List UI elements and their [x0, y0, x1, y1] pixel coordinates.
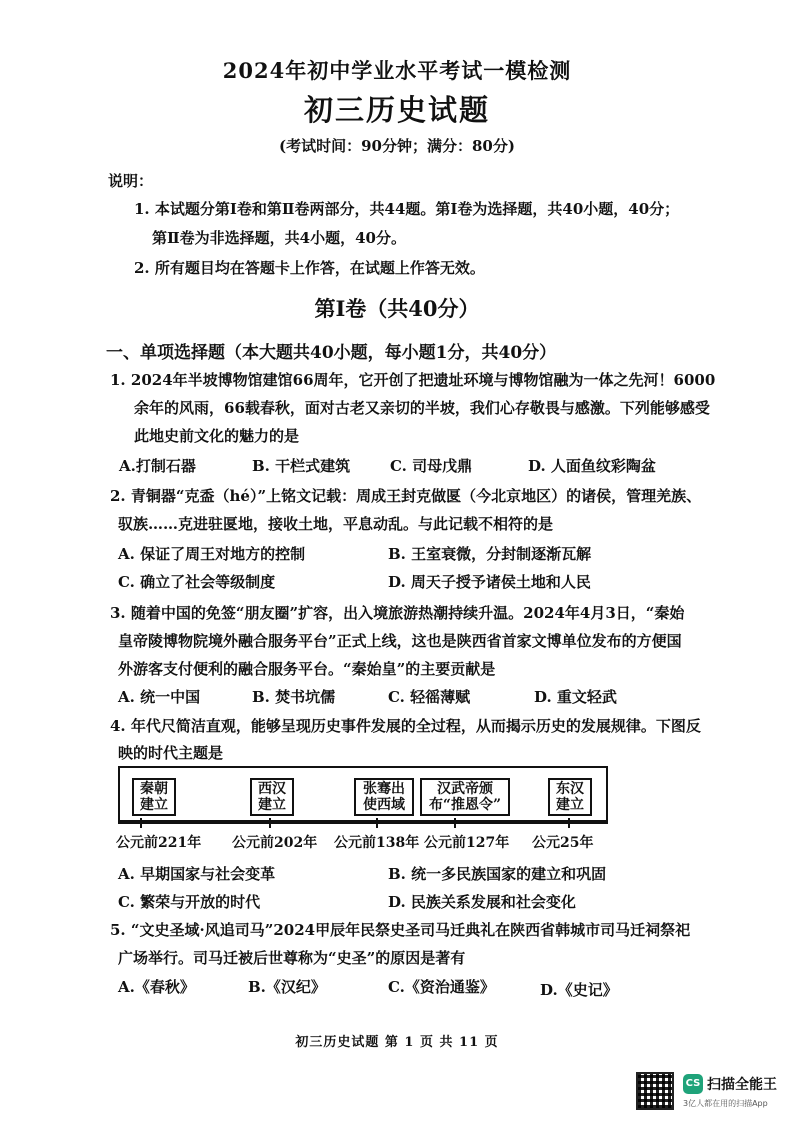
timeline-event-2: 西汉建立 — [250, 778, 294, 816]
question-1-option-b: B. 干栏式建筑 — [252, 457, 351, 475]
timeline-tick-4 — [454, 818, 456, 828]
camscanner-logo-icon: CS — [683, 1074, 703, 1094]
question-5-option-c: C.《资治通鉴》 — [388, 978, 495, 996]
question-4-line-2: 映的时代主题是 — [118, 744, 224, 762]
question-4-line-1: 4. 年代尺简洁直观，能够呈现历史事件发展的全过程，从而揭示历史的发展规律。下图反 — [110, 717, 701, 735]
question-1-line-3: 此地史前文化的魅力的是 — [134, 427, 300, 445]
question-5-option-b: B.《汉纪》 — [248, 978, 326, 996]
question-5-line-2: 广场举行。司马迁被后世尊称为“史圣”的原因是著有 — [118, 949, 466, 967]
note-item-1-cont: 第Ⅱ卷为非选择题，共4小题，40分。 — [152, 229, 406, 247]
question-3-option-a: A. 统一中国 — [118, 688, 201, 706]
question-4-option-a: A. 早期国家与社会变革 — [118, 865, 276, 883]
subject-title: 初三历史试题 — [303, 93, 490, 127]
question-3-line-2: 皇帝陵博物院境外融合服务平台”正式上线，这也是陕西省首家文博单位发布的方便国 — [118, 632, 682, 650]
timeline-frame — [118, 766, 608, 822]
timeline-event-1: 秦朝建立 — [132, 778, 176, 816]
question-3-option-c: C. 轻徭薄赋 — [388, 688, 471, 706]
timeline-year-2: 公元前202年 — [232, 835, 318, 851]
timeline-event-5: 东汉建立 — [548, 778, 592, 816]
exam-title: 2024年初中学业水平考试一模检测 — [222, 58, 572, 83]
part-title: 一、单项选择题（本大题共40小题，每小题1分，共40分） — [106, 343, 557, 363]
timeline-tick-3 — [376, 818, 378, 828]
question-2-option-a: A. 保证了周王对地方的控制 — [118, 545, 306, 563]
question-2-option-c: C. 确立了社会等级制度 — [118, 573, 276, 591]
page-footer: 初三历史试题 第 1 页 共 11 页 — [295, 1035, 499, 1050]
question-1-option-d: D. 人面鱼纹彩陶盆 — [528, 457, 656, 475]
question-3-option-d: D. 重文轻武 — [534, 688, 617, 706]
timeline-tick-2 — [269, 818, 271, 828]
timeline-event-4: 汉武帝颁布“推恩令” — [420, 778, 510, 816]
camscanner-tagline: 3亿人都在用的扫描App — [683, 1099, 768, 1108]
question-3-line-1: 3. 随着中国的免签“朋友圈”扩容，出入境旅游热潮持续升温。2024年4月3日，“秦始 — [110, 604, 685, 622]
question-1-line-1: 1. 2024年半坡博物馆建馆66周年，它开创了把遗址环境与博物馆融为一体之先河！6000 — [110, 371, 716, 389]
question-3-line-3: 外游客支付便利的融合服务平台。“秦始皇”的主要贡献是 — [118, 660, 496, 678]
timeline-axis — [118, 822, 608, 824]
question-4-option-c: C. 繁荣与开放的时代 — [118, 893, 261, 911]
timeline-year-4: 公元前127年 — [424, 835, 510, 851]
question-1-line-2: 余年的风雨，66载春秋，面对古老又亲切的半坡，我们心存敬畏与感激。下列能够感受 — [134, 399, 710, 417]
timeline-event-3: 张骞出使西域 — [354, 778, 414, 816]
notes-label: 说明： — [108, 172, 154, 190]
question-2-line-1: 2. 青铜器“克盉（hé）”上铭文记载：周成王封克做匽（今北京地区）的诸侯，管理羌族、 — [110, 487, 702, 505]
timeline-year-3: 公元前138年 — [334, 835, 420, 851]
note-item-2: 2. 所有题目均在答题卡上作答，在试题上作答无效。 — [134, 259, 485, 277]
timeline-tick-5 — [568, 818, 570, 828]
question-1-option-c: C. 司母戊鼎 — [390, 457, 473, 475]
timeline-year-1: 公元前221年 — [116, 835, 202, 851]
camscanner-name: 扫描全能王 — [707, 1077, 777, 1093]
qr-code-icon — [636, 1072, 674, 1110]
question-2-option-b: B. 王室衰微，分封制逐渐瓦解 — [388, 545, 592, 563]
question-5-option-a: A.《春秋》 — [118, 978, 195, 996]
question-2-option-d: D. 周天子授予诸侯土地和人民 — [388, 573, 591, 591]
timeline-tick-1 — [140, 818, 142, 828]
question-5-option-d: D.《史记》 — [540, 981, 618, 999]
exam-info: (考试时间：90分钟；满分：80分) — [279, 137, 515, 155]
question-2-line-2: 驭族……克进驻匽地，接收土地，平息动乱。与此记载不相符的是 — [118, 515, 554, 533]
note-item-1: 1. 本试题分第Ⅰ卷和第Ⅱ卷两部分，共44题。第Ⅰ卷为选择题，共40小题，40分； — [134, 200, 680, 218]
question-5-line-1: 5. “文史圣域·风追司马”2024甲辰年民祭史圣司马迁典礼在陕西省韩城市司马迁祠祭祀 — [110, 921, 691, 939]
question-3-option-b: B. 焚书坑儒 — [252, 688, 336, 706]
question-4-option-d: D. 民族关系发展和社会变化 — [388, 893, 576, 911]
section-title: 第Ⅰ卷（共40分） — [314, 296, 480, 321]
question-4-option-b: B. 统一多民族国家的建立和巩固 — [388, 865, 607, 883]
question-1-option-a: A.打制石器 — [119, 457, 196, 475]
timeline-year-5: 公元25年 — [532, 835, 594, 851]
